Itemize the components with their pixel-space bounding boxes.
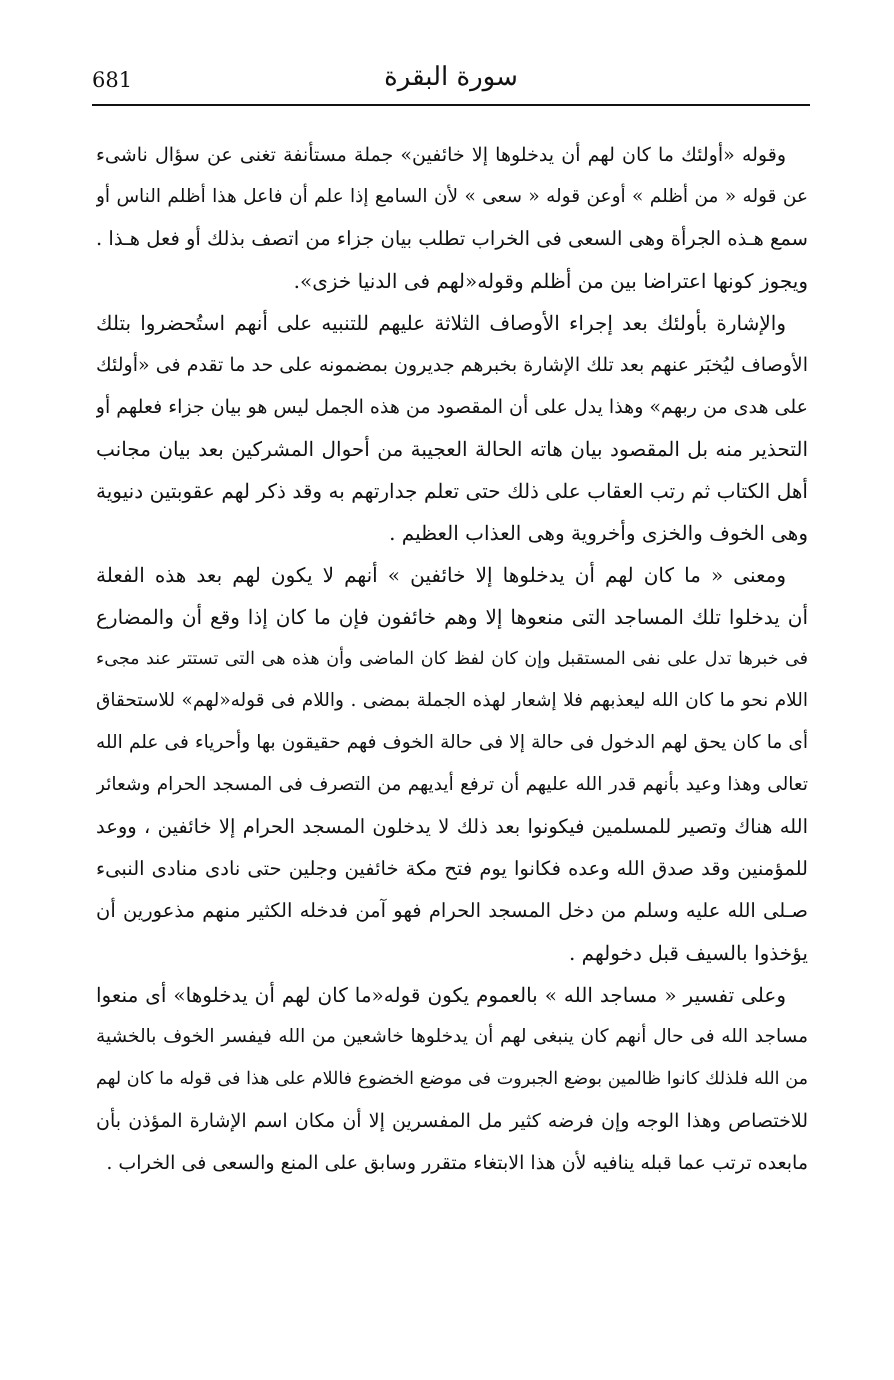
running-header <box>92 58 810 102</box>
text-line: التحذير منه بل المقصود بيان هاته الحالة العجيبة من أحوال المشركين بعد بيان مجانب <box>96 437 808 461</box>
text-line: ومعنى « ما كان لهم أن يدخلوها إلا خائفين » أنهم لا يكون لهم بعد هذه الفعلة <box>96 563 786 587</box>
text-line: للمؤمنين وقد صدق الله وعده فكانوا يوم فتح مكة خائفين وجلين حتى نادى منادى النبىء <box>96 857 808 880</box>
text-line: وقوله «أولئك ما كان لهم أن يدخلوها إلا خائفين» جملة مستأنفة تغنى عن سؤال ناشىء <box>96 144 786 166</box>
text-line: سمع هـذه الجرأة وهى السعى فى الخراب تطلب بيان جزاء من اتصف بذلك أو فعل هـذا . <box>96 227 808 250</box>
text-line: مساجد الله فى حال أنهم كان ينبغى لهم أن يدخلوها خاشعين من الله فيفسر الخوف بالخشية <box>96 1026 808 1047</box>
text-line: ويجوز كونها اعتراضا بين من أظلم وقوله«لهم فى الدنيا خزى». <box>293 269 808 293</box>
surah-title: سورة البقرة <box>384 62 518 92</box>
paragraph <box>96 134 808 302</box>
paragraph <box>96 302 808 554</box>
text-line: على هدى من ربهم» وهذا يدل على أن المقصود من هذه الجمل ليس هو بيان جزاء فعلهم أو <box>96 396 808 418</box>
text-line: الأوصاف ليُخبَر عنهم بعد تلك الإشارة بخبرهم جديرون بمضمونه على حد ما تقدم فى «أولئك <box>96 354 808 376</box>
paragraph <box>96 554 808 974</box>
text-line: وهى الخوف والخزى وأخروية وهى العذاب العظيم . <box>389 521 808 545</box>
page-number: 681 <box>92 68 133 92</box>
text-line: يؤخذوا بالسيف قبل دخولهم . <box>568 941 808 965</box>
text-line: اللام نحو ما كان الله ليعذبهم فلا إشعار لهذه الجملة بمضى . واللام فى قوله«لهم» للاستحقاق <box>96 690 808 711</box>
paragraph <box>96 974 808 1184</box>
body-text <box>96 134 808 1184</box>
text-line: تعالى وهذا وعيد بأنهم قدر الله عليهم أن ترفع أيديهم من التصرف فى المسجد الحرام وشعائر <box>96 774 808 795</box>
text-line: فى خبرها تدل على نفى المستقبل وإن كان لفظ كان الماضى وأن هذه هى التى تستتر عند مجىء <box>96 649 808 669</box>
header-rule <box>92 104 810 106</box>
text-line: للاختصاص وهذا الوجه وإن فرضه كثير مل المفسرين إلا أن مكان اسم الإشارة المؤذن بأن <box>96 1110 808 1132</box>
text-line: أهل الكتاب ثم رتب العقاب على ذلك حتى تعلم جدارتهم به وقد ذكر لهم عقوبتين دنيوية <box>96 479 808 503</box>
text-line: صـلى الله عليه وسلم من دخل المسجد الحرام فهو آمن فدخله الكثير منهم مذعورين أن <box>96 899 808 922</box>
text-line: أى ما كان يحق لهم الدخول فى حالة إلا فى حالة الخوف فهم حقيقون بها وأحرياء فى علم الله <box>96 732 808 753</box>
text-line: الله هناك وتصير للمسلمين فيكونوا بعد ذلك لا يدخلون المسجد الحرام إلا خائفين ، ووعد <box>96 815 808 838</box>
text-line: عن قوله « من أظلم » أوعن قوله « سعى » لأن السامع إذا علم أن فاعل هذا أظلم الناس أو <box>96 186 808 207</box>
text-line: مابعده ترتب عما قبله ينافيه لأن هذا الابتغاء متقرر وسابق على المنع والسعى فى الخراب . <box>106 1152 808 1174</box>
text-line: والإشارة بأولئك بعد إجراء الأوصاف الثلاثة عليهم للتنبيه على أنهم استُحضروا بتلك <box>96 311 786 335</box>
text-line: من الله فلذلك كانوا ظالمين بوضع الجبروت فى موضع الخضوع فاللام على هذا فى قوله ما كان لهم <box>96 1069 808 1089</box>
text-line: وعلى تفسير « مساجد الله » بالعموم يكون قوله«ما كان لهم أن يدخلوها» أى منعوا <box>96 983 786 1007</box>
text-line: أن يدخلوا تلك المساجد التى منعوها إلا وهم خائفون فإن ما كان إذا وقع أن والمضارع <box>96 605 808 629</box>
